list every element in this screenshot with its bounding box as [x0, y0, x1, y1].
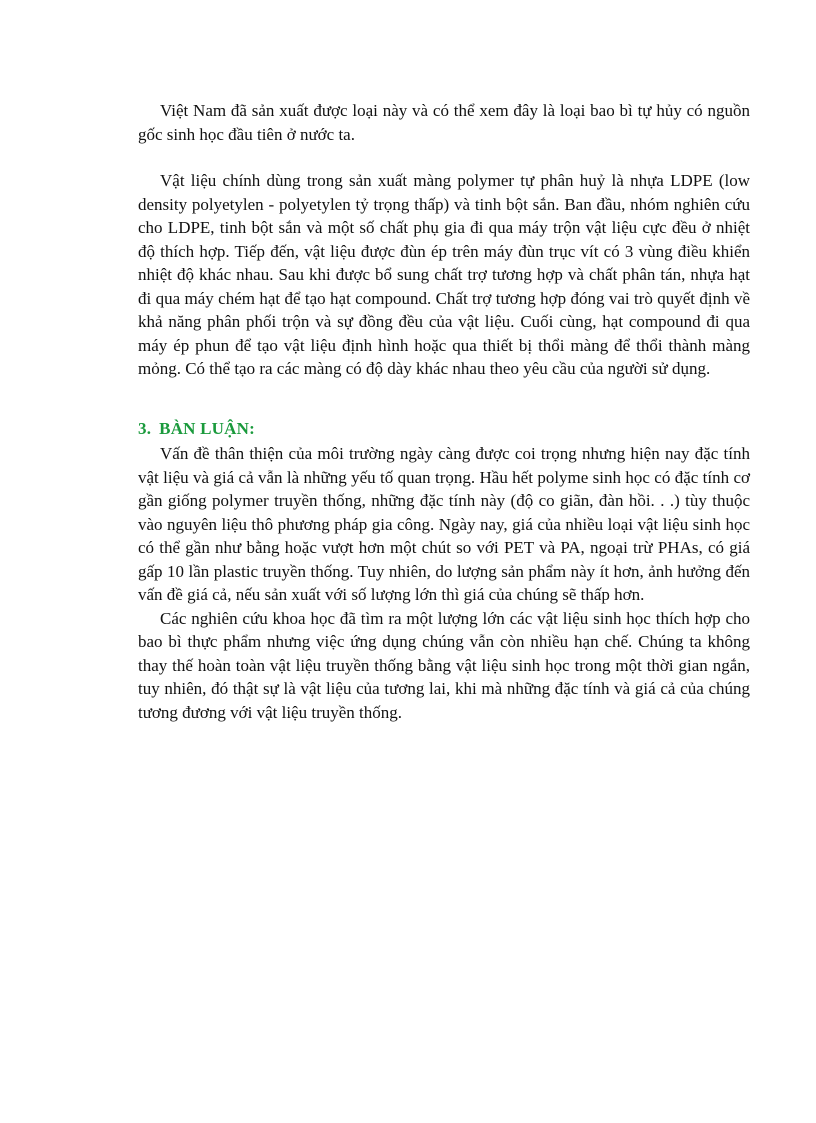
section-number: 3. [138, 419, 152, 438]
paragraph-discussion-research: Các nghiên cứu khoa học đã tìm ra một lượng lớn các vật liệu sinh học thích hợp cho bao bì thực phẩm nhưng việc ứng dụng chúng vẫn còn nhiều hạn chế. Chúng ta không thay thế hoàn toàn vật liệu truyền thống bằng vật liệu sinh học trong một thời gian ngắn, tuy nhiên, đó thật sự là vật liệu của tương lai, khi mà những đặc tính và giá cả của chúng tương đương với vật liệu truyền thống. [138, 608, 750, 722]
paragraph-vietnam-biodegradable: Việt Nam đã sản xuất được loại này và có thể xem đây là loại bao bì tự hủy có nguồn gốc sinh học đầu tiên ở nước ta. [138, 101, 750, 144]
section-heading-discussion [138, 419, 255, 439]
discussion-body [138, 442, 750, 724]
materials-paragraph-block [138, 169, 750, 381]
paragraph-production-materials: Vật liệu chính dùng trong sản xuất màng polymer tự phân huỷ là nhựa LDPE (low density polyetylen - polyetylen tỷ trọng thấp) và tinh bột sắn. Ban đầu, nhóm nghiên cứu cho LDPE, tinh bột sắn và một số chất phụ gia đi qua máy trộn vật liệu cực đều ở nhiệt độ thích hợp. Tiếp đến, vật liệu được đùn ép trên máy đùn trục vít có 3 vùng điều khiển nhiệt độ khác nhau. Sau khi được bổ sung chất trợ tương hợp và chất phân tán, nhựa hạt đi qua máy chém hạt để tạo hạt compound. Chất trợ tương hợp đóng vai trò quyết định về khả năng phân phối trộn và sự đồng đều của vật liệu. Cuối cùng, hạt compound đi qua máy ép phun để tạo vật liệu định hình hoặc qua thiết bị thổi màng để thổi thành màng mỏng. Có thể tạo ra các màng có độ dày khác nhau theo yêu cầu của người sử dụng. [138, 171, 750, 378]
paragraph-discussion-environment: Vấn đề thân thiện của môi trường ngày càng được coi trọng nhưng hiện nay đặc tính vật liệu và giá cả vẫn là những yếu tố quan trọng. Hầu hết polyme sinh học có đặc tính cơ gần giống polymer truyền thống, những đặc tính này (độ co giãn, đàn hồi. . .) tùy thuộc vào nguyên liệu thô phương pháp gia công. Ngày nay, giá của nhiều loại vật liệu sinh học có thể gần như bằng hoặc vượt hơn một chút so với PET và PA, ngoại trừ PHAs, có giá gấp 10 lần plastic truyền thống. Tuy nhiên, do lượng sản phẩm này ít hơn, ảnh hưởng đến vấn đề giá cả, nếu sản xuất với số lượng lớn thì giá của chúng sẽ thấp hơn. [138, 444, 750, 604]
intro-paragraph-block [138, 99, 750, 146]
section-title: BÀN LUẬN: [159, 419, 255, 438]
